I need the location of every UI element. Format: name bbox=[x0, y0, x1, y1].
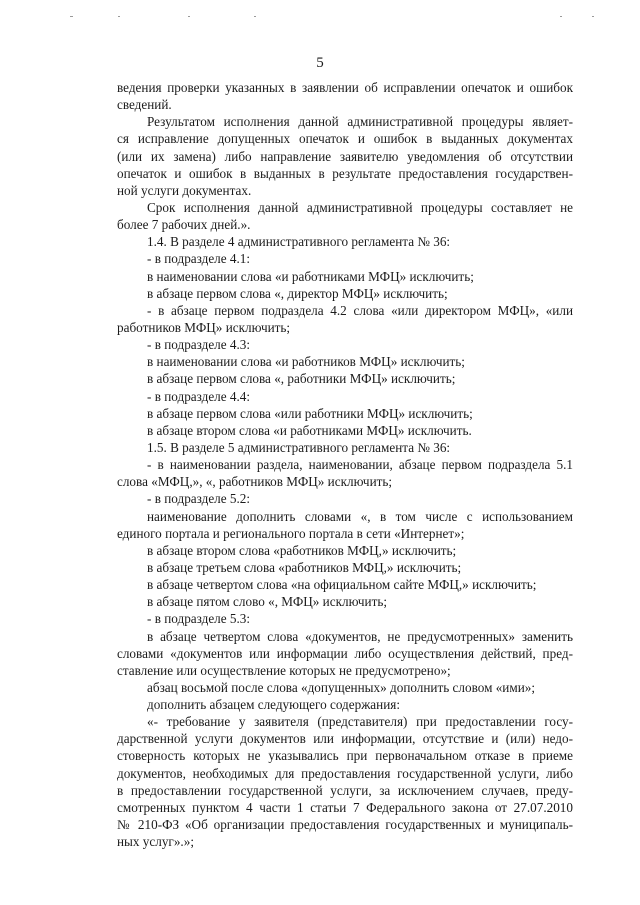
document-line: дарственной услуги документов или информации, отсутствие и (или) недо- bbox=[117, 731, 573, 747]
document-line: в абзаце четвертом слова «на официальном сайте МФЦ,» исключить; bbox=[147, 577, 537, 593]
document-line: в абзаце первом слова «, работники МФЦ» исключить; bbox=[147, 371, 456, 387]
document-line: № 210-ФЗ «Об организации предоставления государственных и муниципаль- bbox=[117, 817, 573, 833]
document-line: ведения проверки указанных в заявлении об исправлении опечаток и ошибок bbox=[117, 80, 573, 95]
document-line: наименование дополнить словами «, в том числе с использованием bbox=[147, 508, 573, 524]
document-line: - в подразделе 5.2: bbox=[147, 491, 251, 507]
document-line: в абзаце втором слова «и работниками МФЦ» исключить. bbox=[147, 422, 472, 438]
document-line: Срок исполнения данной административной процедуры составляет не bbox=[147, 199, 573, 215]
document-line: - в подразделе 5.3: bbox=[147, 611, 251, 627]
document-line: абзац восьмой после слова «допущенных» дополнить словом «ими»; bbox=[147, 679, 536, 695]
document-line: смотренных пунктом 4 части 1 статьи 7 Федерального закона от 27.07.2010 bbox=[117, 799, 573, 815]
document-body bbox=[117, 79, 573, 850]
page-number: 5 bbox=[316, 55, 324, 71]
document-line: в наименовании слова «и работниками МФЦ» исключить; bbox=[147, 268, 474, 284]
document-line: в абзаце втором слова «работников МФЦ,» исключить; bbox=[147, 542, 457, 558]
document-line: в абзаце четвертом слова «документов, не предусмотренных» заменить bbox=[147, 628, 573, 644]
document-line: - в подразделе 4.3: bbox=[147, 337, 251, 353]
document-line: в абзаце первом слова «или работники МФЦ» исключить; bbox=[147, 405, 473, 421]
document-line: ся исправление допущенных опечаток и ошибок в выданных документах bbox=[117, 131, 573, 147]
scan-speck bbox=[118, 16, 120, 17]
document-line: сведений. bbox=[117, 97, 172, 113]
document-line: в абзаце первом слова «, директор МФЦ» исключить; bbox=[147, 285, 448, 301]
document-line: словами «документов или информации либо осуществления действий, пред- bbox=[117, 645, 573, 661]
document-line: ставление или осуществление которых не предусмотрено»; bbox=[117, 662, 451, 678]
document-line: ных услуг».»; bbox=[117, 834, 194, 850]
document-line: единого портала и регионального портала в сети «Интернет»; bbox=[117, 525, 465, 541]
document-line: дополнить абзацем следующего содержания: bbox=[147, 697, 401, 713]
document-line: - в наименовании раздела, наименовании, абзаце первом подраздела 5.1 bbox=[147, 457, 573, 473]
document-line: слова «МФЦ,», «, работников МФЦ» исключить; bbox=[117, 474, 393, 490]
document-line: 1.5. В разделе 5 административного регламента № 36: bbox=[147, 439, 451, 455]
document-line: - в подразделе 4.1: bbox=[147, 251, 251, 267]
document-line: ной услуги документах. bbox=[117, 182, 252, 198]
document-line: работников МФЦ» исключить; bbox=[117, 319, 291, 335]
scan-speck bbox=[70, 16, 73, 17]
scan-speck bbox=[592, 16, 594, 17]
document-line: 1.4. В разделе 4 административного регламента № 36: bbox=[147, 234, 451, 250]
scan-speck bbox=[254, 16, 256, 17]
document-line: - в абзаце первом подраздела 4.2 слова «или директором МФЦ», «или bbox=[147, 302, 573, 318]
document-line: - в подразделе 4.4: bbox=[147, 388, 251, 404]
document-line: документов, необходимых для предоставления государственной услуги, либо bbox=[117, 765, 573, 781]
document-line: опечаток и ошибок в выданных в результате предоставления государствен- bbox=[117, 165, 573, 181]
scan-speck bbox=[188, 16, 190, 17]
document-line: более 7 рабочих дней.». bbox=[117, 217, 251, 233]
document-line: Результатом исполнения данной административной процедуры являет- bbox=[147, 114, 573, 130]
document-line: в наименовании слова «и работников МФЦ» исключить; bbox=[147, 354, 465, 370]
document-line: стоверность которых не указывались при первоначальном отказе в приеме bbox=[117, 748, 573, 764]
document-line: в абзаце пятом слово «, МФЦ» исключить; bbox=[147, 594, 388, 610]
document-line: в абзаце третьем слова «работников МФЦ,» исключить; bbox=[147, 559, 462, 575]
document-line: (или их замена) либо направление заявителю уведомления об отсутствии bbox=[117, 148, 573, 164]
document-line: «- требование у заявителя (представителя) при предоставлении госу- bbox=[147, 714, 573, 730]
document-line: в предоставлении государственной услуги, за исключением случаев, преду- bbox=[117, 782, 573, 798]
scan-speck bbox=[560, 16, 562, 17]
